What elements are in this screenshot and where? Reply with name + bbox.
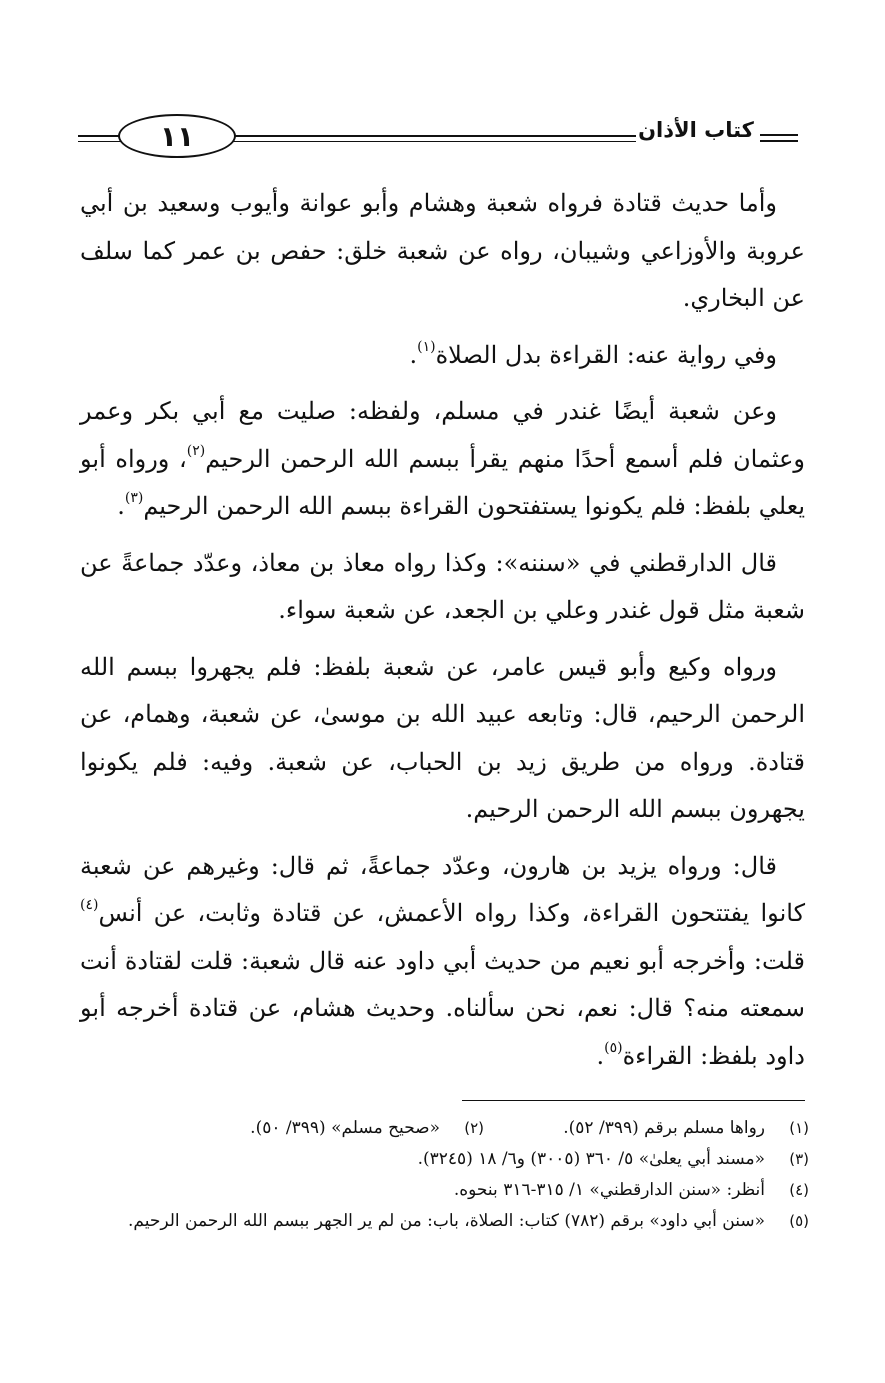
footnote-2	[250, 1113, 484, 1144]
footnote-2-text: «صحيح مسلم» (٣٩٩/ ٥٠).	[250, 1118, 440, 1138]
footnote-row-3	[84, 1144, 809, 1175]
footnote-4	[454, 1175, 809, 1206]
paragraph-3-text-b: ، ورواه أبو يعلي بلفظ: فلم يكونوا يستفتحون القراءة ببسم الله الرحمن الرحيم	[80, 444, 805, 520]
paragraph-6-end: .	[596, 1041, 605, 1070]
footnote-5-number: (٥)	[789, 1212, 809, 1230]
footnote-ref-1[interactable]: (١)	[417, 338, 436, 355]
footnote-ref-3[interactable]: (٣)	[124, 490, 144, 506]
footnote-4-number: (٤)	[789, 1181, 809, 1199]
footnote-1-text: رواها مسلم برقم (٣٩٩/ ٥٢).	[563, 1118, 765, 1138]
footnotes	[84, 1113, 809, 1237]
paragraph-3-text-a: وعن شعبة أيضًا غندر في مسلم، ولفظه: صليت مع أبي بكر وعمر وعثمان فلم أسمع أحدًا منهم يقرأ ببسم الله الرحمن الرحيم	[80, 397, 806, 473]
page-number: ١١	[118, 114, 236, 158]
footnote-1-number: (١)	[789, 1119, 809, 1137]
footnote-2-number: (٢)	[464, 1119, 484, 1137]
paragraph-1: وأما حديث قتادة فرواه شعبة وهشام وأبو عوانة وأيوب وسعيد بن أبي عروبة والأوزاعي وشيبان، رواه عن شعبة خلق: حفص بن عمر كما سلف عن البخاري.	[80, 189, 805, 312]
footnote-1	[484, 1113, 809, 1144]
paragraph-3	[80, 388, 805, 531]
footnote-5-text: «سنن أبي داود» برقم (٧٨٢) كتاب: الصلاة، باب: من لم ير الجهر ببسم الله الرحمن الرحيم.	[128, 1211, 765, 1231]
paragraph-2-end: .	[409, 340, 418, 369]
paragraph-2-text: وفي رواية عنه: القراءة بدل الصلاة	[435, 340, 777, 369]
main-text	[80, 180, 805, 1080]
footnote-3-text: «مسند أبي يعلىٰ» ٥/ ٣٦٠ (٣٠٠٥) و٦/ ١٨ (٣٢٤٥).	[417, 1149, 765, 1169]
footnote-5	[128, 1206, 809, 1237]
footnote-row-5	[84, 1206, 809, 1237]
footnote-row-1	[84, 1113, 809, 1144]
paragraph-6	[80, 843, 805, 1081]
footnote-ref-5[interactable]: (٥)	[604, 1039, 623, 1056]
footnote-3	[418, 1144, 809, 1175]
paragraph-2	[80, 332, 805, 380]
footnote-4-text: أنظر: «سنن الدارقطني» ١/ ٣١٥-٣١٦ بنحوه.	[453, 1180, 765, 1200]
footnote-row-4	[84, 1175, 809, 1206]
paragraph-3-end: .	[117, 492, 125, 520]
paragraph-4: قال الدارقطني في «سننه»: وكذا رواه معاذ بن معاذ، وعدّد جماعةً عن شعبة مثل قول غندر وعلي بن الجعد، عن شعبة سواء.	[80, 548, 805, 624]
footnote-ref-4[interactable]: (٤)	[80, 897, 99, 913]
footnote-3-number: (٣)	[789, 1150, 809, 1168]
running-header	[78, 114, 798, 162]
paragraph-6-text-a: قال: ورواه يزيد بن هارون، وعدّد جماعةً، ثم قال: وغيرهم عن شعبة كانوا يفتتحون القراءة، وكذا رواه الأعمش، عن قتادة وثابت، عن أنس	[80, 851, 805, 927]
header-rule-right-thin	[760, 140, 798, 142]
header-rule-right	[760, 134, 798, 136]
footnote-ref-2[interactable]: (٢)	[186, 442, 206, 459]
footnote-separator	[462, 1100, 805, 1101]
paragraph-6-text-b: قلت: وأخرجه أبو نعيم من حديث أبي داود عنه قال شعبة: قلت لقتادة أنت سمعته منه؟ قال: نعم، نحن سألناه. وحديث هشام، عن قتادة أخرجه أبو داود بلفظ: القراءة	[80, 946, 805, 1070]
paragraph-5: ورواه وكيع وأبو قيس عامر، عن شعبة بلفظ: فلم يجهروا ببسم الله الرحمن الرحيم، قال: وتابعه عبيد الله بن موسىٰ، عن شعبة، وهمام، عن قتادة. ورواه من طريق زيد بن الحباب، عن شعبة. وفيه: فلم يكونوا يجهرون ببسم الله الرحمن الرحيم.	[80, 652, 805, 823]
running-title: كتاب الأذان	[636, 118, 756, 142]
